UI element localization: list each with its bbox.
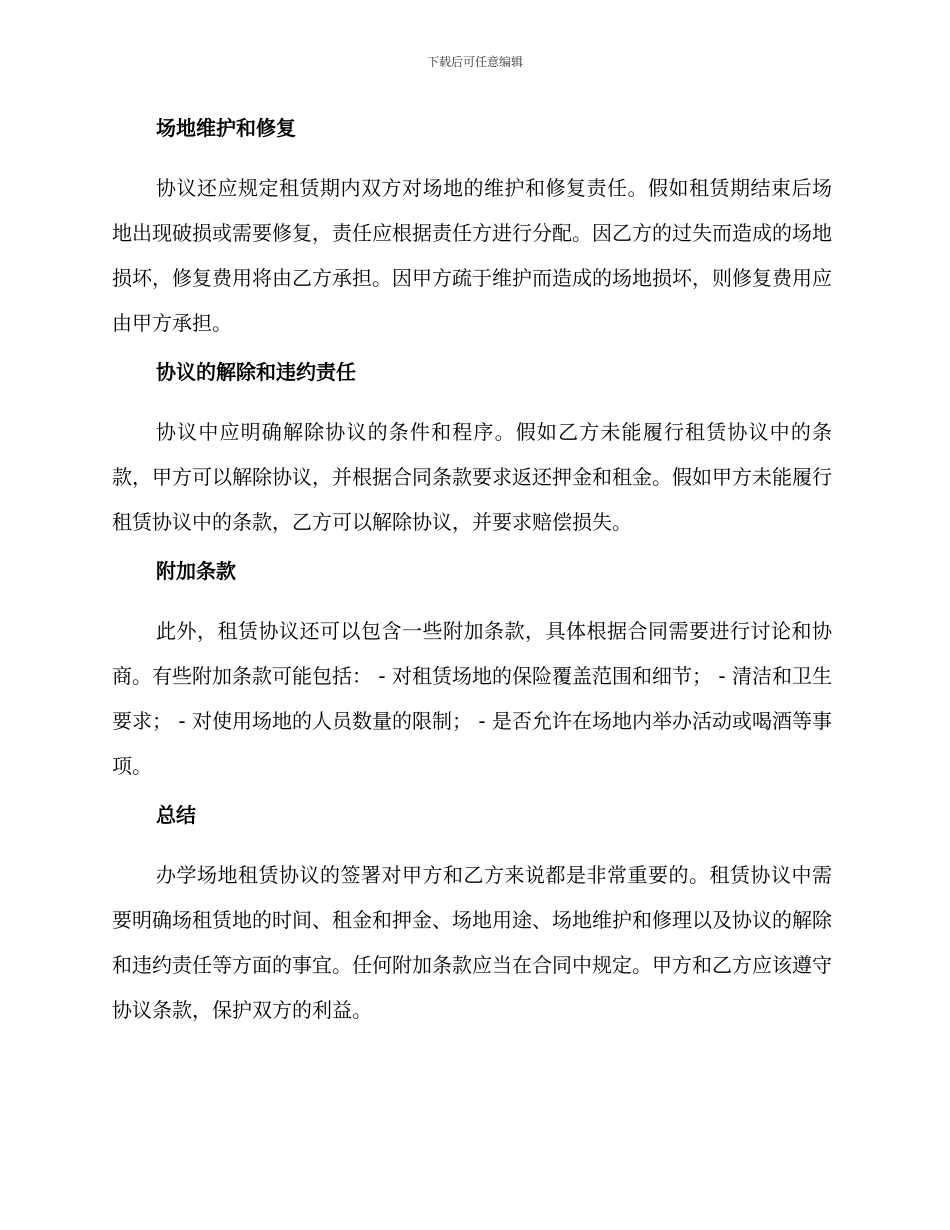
- section-heading-additional-terms: 附加条款: [156, 559, 236, 583]
- section-paragraph-termination: 协议中应明确解除协议的条件和程序。假如乙方未能履行租赁协议中的条款，甲方可以解除协议，并根据合同条款要求返还押金和租金。假如甲方未能履行租赁协议中的条款，乙方可以解除协议，并要求赔偿损失。: [112, 420, 832, 534]
- section-paragraph-additional-terms: 此外，租赁协议还可以包含一些附加条款，具体根据合同需要进行讨论和协商。有些附加条款可能包括： - 对租赁场地的保险覆盖范围和细节； - 清洁和卫生要求； - 对使用场地的人员数量的限制； - 是否允许在场地内举办活动或喝酒等事项。: [112, 619, 832, 778]
- section-heading-maintenance: 场地维护和修复: [156, 116, 296, 140]
- section-paragraph-maintenance: 协议还应规定租赁期内双方对场地的维护和修复责任。假如租赁期结束后场地出现破损或需要修复，责任应根据责任方进行分配。因乙方的过失而造成的场地损坏，修复费用将由乙方承担。因甲方疏于维护而造成的场地损坏，则修复费用应由甲方承担。: [112, 176, 832, 335]
- document-body: [112, 112, 832, 1033]
- section-heading-termination: 协议的解除和违约责任: [156, 360, 356, 384]
- section-heading-summary: 总结: [156, 803, 196, 827]
- section-paragraph-summary: 办学场地租赁协议的签署对甲方和乙方来说都是非常重要的。租赁协议中需要明确场租赁地的时间、租金和押金、场地用途、场地维护和修理以及协议的解除和违约责任等方面的事宜。任何附加条款应当在合同中规定。甲方和乙方应该遵守协议条款，保护双方的利益。: [112, 863, 832, 1022]
- page-header: 下载后可任意编辑: [426, 55, 523, 69]
